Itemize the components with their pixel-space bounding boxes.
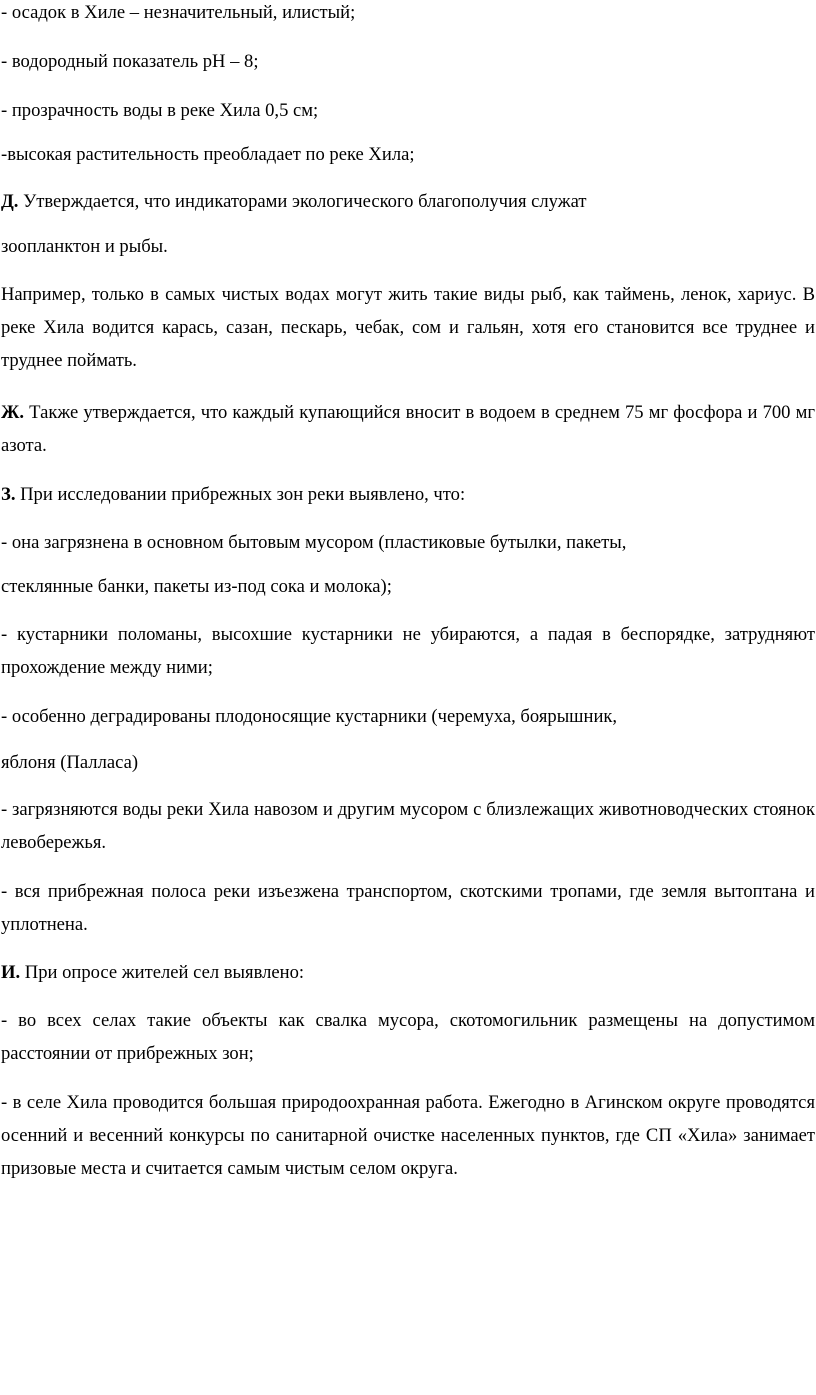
paragraph (1, 478, 815, 511)
paragraph-text: - прозрачность воды в реке Хила 0,5 см; (1, 100, 319, 121)
paragraph-text: - вся прибрежная полоса реки изъезжена транспортом, скотскими тропами, где земля вытоптана и уплотнена. (1, 881, 815, 935)
paragraph-text: - она загрязнена в основном бытовым мусором (пластиковые бутылки, пакеты, (1, 532, 627, 553)
paragraph-text: - осадок в Хиле – незначительный, илистый; (1, 2, 356, 23)
list-item (1, 746, 815, 779)
list-item (1, 0, 815, 29)
paragraph-text: яблоня (Палласа) (1, 752, 139, 773)
section-letter: Ж. (1, 402, 25, 423)
section-letter: З. (1, 484, 16, 505)
paragraph-text: -высокая растительность преобладает по реке Хила; (1, 144, 415, 165)
paragraph-text: - в селе Хила проводится большая природоохранная работа. Ежегодно в Агинском округе проводятся осенний и весенний конкурсы по санитарной очистке населенных пунктов, где СП «Хила» занимает призовые места и считается самым чистым селом округа. (1, 1092, 815, 1179)
list-item (1, 875, 815, 941)
paragraph-text: зоопланктон и рыбы. (1, 236, 168, 257)
list-item (1, 526, 815, 559)
list-item (1, 1004, 815, 1070)
list-item (1, 700, 815, 733)
list-item (1, 618, 815, 684)
paragraph-text: При исследовании прибрежных зон реки выявлено, что: (15, 484, 466, 505)
paragraph (1, 278, 815, 377)
list-item (1, 793, 815, 859)
list-item (1, 45, 815, 78)
paragraph (1, 185, 815, 218)
section-letter: И. (1, 962, 21, 983)
paragraph-text: стеклянные банки, пакеты из-под сока и молока); (1, 576, 392, 597)
paragraph-text: - кустарники поломаны, высохшие кустарники не убираются, а падая в беспорядке, затрудняют прохождение между ними; (1, 624, 815, 678)
list-item (1, 570, 815, 603)
list-item (1, 138, 815, 171)
paragraph (1, 230, 815, 263)
paragraph-text: Утверждается, что индикаторами экологического благополучия служат (18, 191, 587, 212)
list-item (1, 1086, 815, 1185)
paragraph (1, 956, 815, 989)
paragraph (1, 396, 815, 462)
section-letter: Д. (1, 191, 19, 212)
paragraph-text: - во всех селах такие объекты как свалка мусора, скотомогильник размещены на допустимом расстоянии от прибрежных зон; (1, 1010, 815, 1064)
paragraph-text: - загрязняются воды реки Хила навозом и другим мусором с близлежащих животноводческих стоянок левобережья. (1, 799, 815, 853)
paragraph-text: Например, только в самых чистых водах могут жить такие виды рыб, как таймень, ленок, хариус. В реке Хила водится карась, сазан, пескарь, чебак, сом и гальян, хотя его становится все труднее и труднее поймать. (1, 284, 815, 371)
paragraph-text: - водородный показатель pH – 8; (1, 51, 259, 72)
list-item (1, 94, 815, 127)
paragraph-text: - особенно деградированы плодоносящие кустарники (черемуха, боярышник, (1, 706, 618, 727)
paragraph-text: При опросе жителей сел выявлено: (20, 962, 305, 983)
paragraph-text: Также утверждается, что каждый купающийся вносит в водоем в среднем 75 мг фосфора и 700 мг азота. (1, 402, 815, 456)
